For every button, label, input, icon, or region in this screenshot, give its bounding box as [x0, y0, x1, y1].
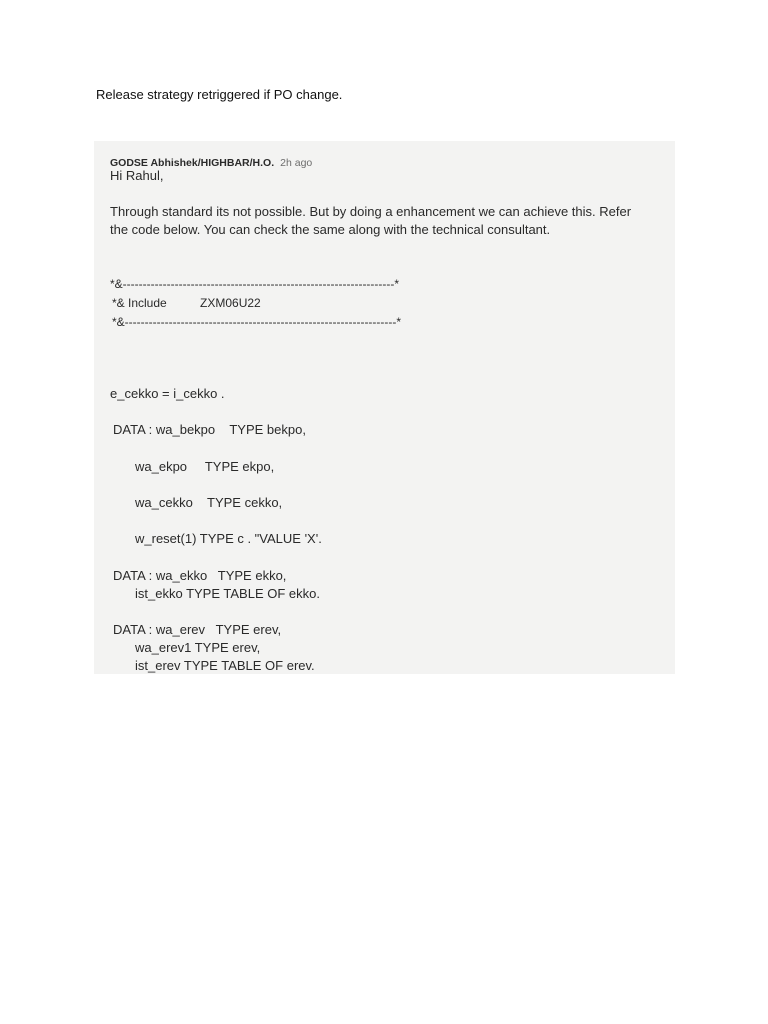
code-line: ist_ekko TYPE TABLE OF ekko.: [135, 586, 320, 601]
code-line: wa_ekpo TYPE ekpo,: [135, 459, 275, 474]
comment-screenshot: [94, 141, 675, 674]
code-separator: *&--------------------------------------------------------------------*: [110, 277, 400, 291]
code-line: ist_erev TYPE TABLE OF erev.: [135, 658, 315, 673]
code-line: DATA : wa_ekko TYPE ekko,: [113, 568, 287, 583]
code-line: e_cekko = i_cekko .: [110, 386, 225, 401]
code-line: wa_erev1 TYPE erev,: [135, 640, 261, 655]
comment-body-line: Through standard its not possible. But by doing a enhancement we can achieve this. Refer: [110, 204, 632, 219]
comment-greeting: Hi Rahul,: [110, 168, 164, 183]
code-line: wa_cekko TYPE cekko,: [135, 495, 283, 510]
code-line: DATA : wa_bekpo TYPE bekpo,: [113, 422, 306, 437]
code-line: DATA : wa_erev TYPE erev,: [113, 622, 282, 637]
comment-body-line: the code below. You can check the same along with the technical consultant.: [110, 222, 551, 237]
code-include-line: *& Include ZXM06U22: [112, 296, 261, 310]
code-line: w_reset(1) TYPE c . "VALUE 'X'.: [135, 531, 322, 546]
comment-author: GODSE Abhishek/HIGHBAR/H.O.: [110, 157, 275, 169]
code-separator: *&--------------------------------------------------------------------*: [112, 315, 402, 329]
comment-time: 2h ago: [280, 157, 313, 169]
document-title: Release strategy retriggered if PO change.: [96, 87, 343, 102]
